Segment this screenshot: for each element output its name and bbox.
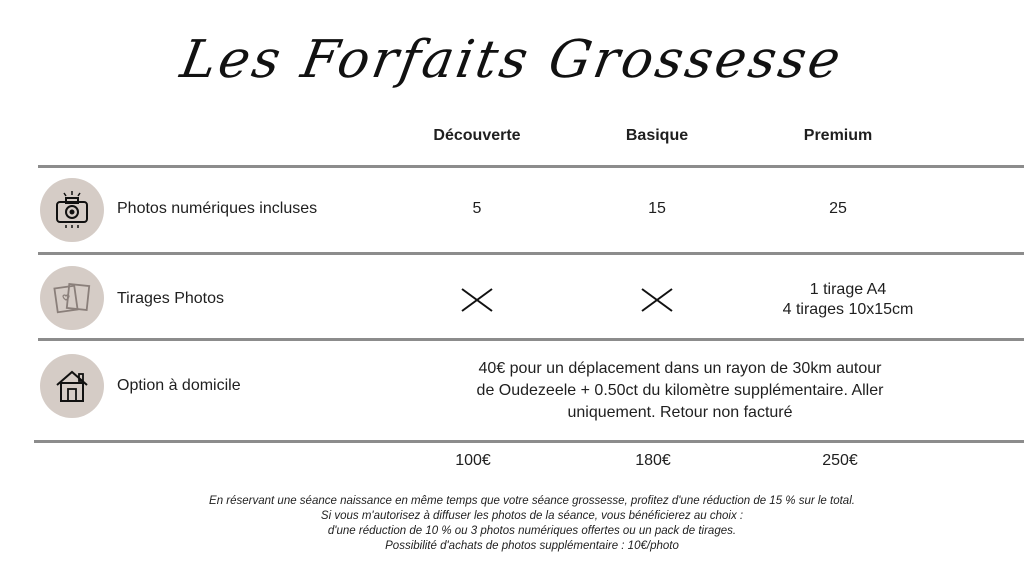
footer-line: Possibilité d'achats de photos supplémentaire : 10€/photo <box>385 540 679 552</box>
row-label-tirages: Tirages Photos <box>117 290 225 307</box>
divider <box>38 252 1024 255</box>
column-header-decouverte: Découverte <box>433 127 521 144</box>
camera-icon-circle <box>40 178 104 242</box>
camera-icon <box>52 190 92 230</box>
cell-photos-decouverte: 5 <box>472 200 482 217</box>
cell-tirages-premium-line1: 1 tirage A4 <box>809 281 887 298</box>
divider <box>38 338 1024 341</box>
not-included-icon <box>460 287 494 313</box>
price-decouverte: 100€ <box>455 452 491 469</box>
footer-line: Si vous m'autorisez à diffuser les photos de la séance, vous bénéficierez au choix : <box>320 510 744 522</box>
footer-line: En réservant une séance naissance en même temps que votre séance grossesse, profitez d'une réduction de 15 % sur le total. <box>209 495 855 507</box>
row-label-domicile: Option à domicile <box>117 377 241 394</box>
column-header-basique: Basique <box>625 127 689 144</box>
price-basique: 180€ <box>635 452 671 469</box>
footer-line: d'une réduction de 10 % ou 3 photos numériques offertes ou un pack de tirages. <box>327 525 737 537</box>
row-label-photos: Photos numériques incluses <box>117 200 318 217</box>
cell-tirages-premium-line2: 4 tirages 10x15cm <box>782 301 914 318</box>
page-title: Les Forfaits Grossesse <box>176 30 848 90</box>
cell-photos-premium: 25 <box>829 200 847 217</box>
domicile-description-line3: uniquement. Retour non facturé <box>567 404 793 421</box>
column-header-premium: Premium <box>803 127 873 144</box>
photo-prints-icon <box>52 278 92 318</box>
domicile-description-line1: 40€ pour un déplacement dans un rayon de 30km autour <box>478 360 882 377</box>
prints-icon-circle <box>40 266 104 330</box>
footer-notes <box>120 494 944 554</box>
house-icon-circle <box>40 354 104 418</box>
price-premium: 250€ <box>822 452 858 469</box>
house-icon <box>52 366 92 406</box>
divider <box>34 440 1024 443</box>
divider <box>38 165 1024 168</box>
domicile-description-line2: de Oudezeele + 0.50ct du kilomètre supplémentaire. Aller <box>476 382 884 399</box>
not-included-icon <box>640 287 674 313</box>
cell-photos-basique: 15 <box>648 200 666 217</box>
